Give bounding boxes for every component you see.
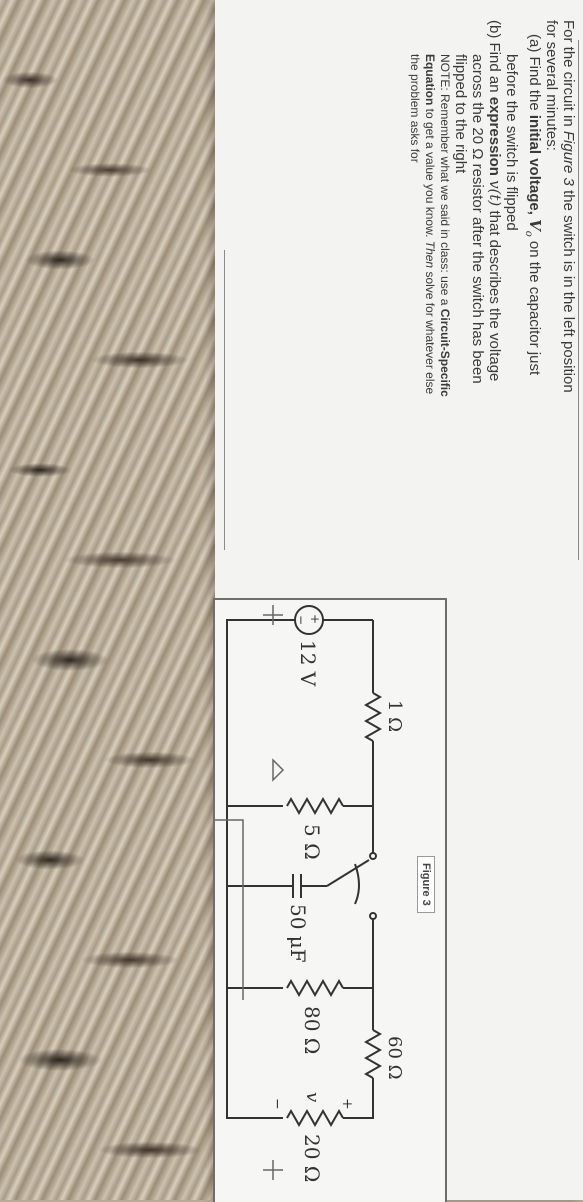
part-a-line-2: before the switch is flipped [503, 54, 520, 231]
note-text-3: solve for whatever else [423, 268, 437, 395]
granite-countertop-background [0, 0, 215, 1200]
part-a-prefix: (a) Find the [526, 34, 543, 115]
intro-text: For the circuit in [560, 20, 577, 131]
label-60ohm: 60 Ω [384, 1036, 405, 1080]
part-b-line-3: flipped to the right [452, 54, 469, 174]
source-plus: + [308, 614, 322, 625]
label-1ohm: 1 Ω [384, 700, 405, 733]
label-5ohm: 5 Ω [300, 824, 324, 860]
label-80ohm: 80 Ω [300, 1006, 324, 1055]
label-v: v [302, 1092, 323, 1103]
note-text-2: to get a value you know. [423, 105, 437, 241]
label-v-minus: − [269, 1098, 285, 1110]
part-a-bold: initial voltage, [526, 114, 543, 220]
label-50uf: 50 μF [286, 904, 310, 963]
switch-blade [327, 860, 369, 886]
resistor-20ohm-zigzag [287, 1111, 343, 1125]
note-line [437, 20, 452, 580]
source-minus: − [294, 615, 308, 626]
circuit-diagram [217, 598, 413, 1198]
switch-arc [355, 864, 359, 904]
figure-label: Figure 3 [417, 856, 435, 913]
note-line-3: the problem asks for [408, 54, 422, 163]
note-line-2 [422, 20, 437, 580]
top-rule [578, 40, 579, 560]
resistor-60ohm-zigzag [366, 1030, 380, 1078]
part-b-bold: expression [486, 96, 503, 181]
bottom-rule [224, 250, 225, 550]
part-b-suffix: that describes the voltage [486, 206, 503, 382]
part-a-sub: o [523, 230, 534, 237]
problem-text [407, 20, 577, 580]
part-b-line [486, 20, 503, 580]
resistor-1ohm-zigzag [366, 693, 380, 741]
intro-text-2: the switch is in the left position [560, 185, 577, 393]
intro-line [560, 20, 577, 580]
part-b-var: v(t) [486, 180, 504, 207]
note-text: NOTE: Remember what we said in class: use a [438, 54, 452, 309]
label-v-plus: + [339, 1098, 355, 1110]
note-bold: Circuit-Specific [438, 308, 452, 397]
resistor-80ohm-zigzag [287, 981, 343, 995]
switch-contact-left [370, 853, 376, 859]
note-then: Then [423, 240, 437, 269]
part-a-suffix: on the capacitor just [526, 236, 543, 376]
figure-reference: Figure 3 [560, 130, 577, 186]
part-a-var: V [526, 219, 544, 231]
intro-line-2: for several minutes: [543, 20, 560, 151]
note-bold-2: Equation [423, 54, 437, 106]
label-12v: 12 V [296, 640, 320, 687]
label-20ohm: 20 Ω [300, 1134, 324, 1183]
capacitor-plates [293, 874, 301, 898]
rotated-page-content [215, 0, 583, 1200]
switch-contact-right [370, 913, 376, 919]
part-b-line-2: across the 20 Ω resistor after the switch has been [469, 54, 486, 384]
part-b-prefix: (b) Find an [486, 20, 503, 97]
resistor-5ohm-zigzag [287, 799, 343, 813]
part-a-line [520, 20, 543, 580]
